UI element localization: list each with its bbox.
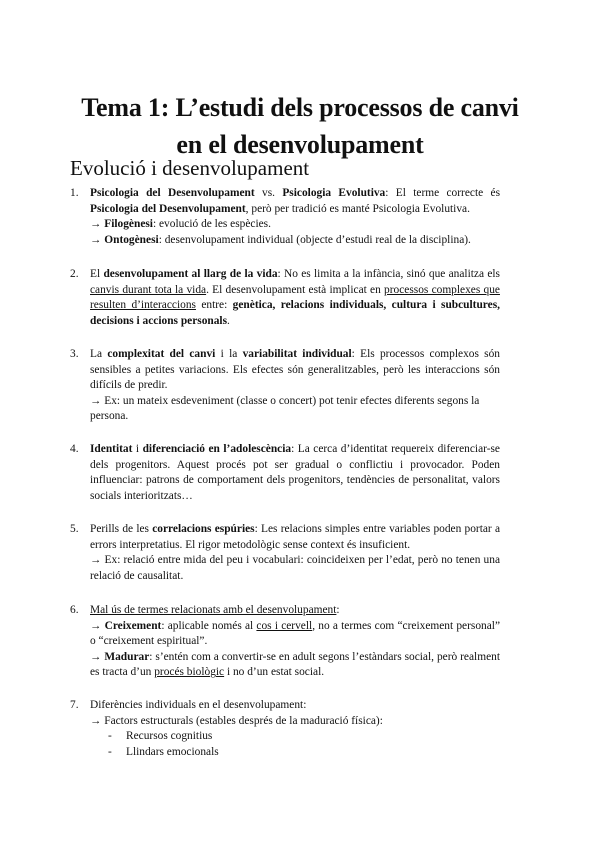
item-paragraph: Perills de les correlacions espúries: Les relacions simples entre variables poden portar a errors interpretatius. El rigor metodològic sense context és insuficient. [90, 523, 501, 551]
title-line-2: en el desenvolupament [176, 130, 424, 160]
list-item-1 [70, 186, 501, 248]
item-paragraph: La complexitat del canvi i la variabilitat individual: Els processos complexos són sensibles a petites variacions. Els efectes són generalitzables, però les interaccions són difícils de predir. [90, 348, 500, 392]
item-number: 6. [70, 604, 79, 616]
list-item-2 [70, 267, 500, 329]
item-subheading: → Factors estructurals (estables després de la maduració física): [90, 714, 383, 727]
list-item-4 [70, 442, 500, 504]
item-paragraph: Psicologia del Desenvolupament vs. Psicologia Evolutiva: El terme correcte és Psicologia del Desenvolupament, però per tradició es manté Psicologia Evolutiva. [90, 187, 501, 215]
list-item-3 [70, 347, 500, 425]
document-title [0, 89, 600, 163]
bullet-item: - Recursos cognitius [108, 730, 213, 743]
item-example: → Ex: un mateix esdeveniment (classe o concert) pot tenir efectes diferents segons la persona. [90, 394, 480, 423]
section-heading: Evolució i desenvolupament [70, 156, 310, 180]
item-paragraph: Identitat i diferenciació en l’adolescència: La cerca d’identitat requereix diferenciar-se dels progenitors. Aquest procés pot ser gradual o conflictiu i provocador. Poden influenciar: patrons de comportament dels progenitors, tendències de personalitat, valors socials interioritzats… [90, 443, 500, 502]
item-note-madurar: → Madurar: s’entén com a convertir-se en adult segons l’estàndars social, però realment es tracta d’un procés biològic i no d’un estat social. [90, 650, 500, 679]
item-note-creixement: → Creixement: aplicable només al cos i cervell, no a termes com “creixement personal” o “creixement espiritual”. [90, 619, 501, 648]
list-item-5 [70, 522, 501, 584]
item-note-filogenesi: → Filogènesi: evolució de les espècies. [90, 218, 271, 231]
item-number: 4. [70, 443, 79, 455]
item-paragraph: El desenvolupament al llarg de la vida: No es limita a la infància, sinó que analitza els canvis durant tota la vida. El desenvolupament està implicat en processos complexes que resulten d’interaccions entre: genètica, relacions individuals, cultura i subcultures, decisions i accions personals. [90, 268, 500, 327]
item-number: 5. [70, 523, 79, 535]
item-example: → Ex: relació entre mida del peu i vocabulari: coincideixen per l’edat, però no tenen una relació de causalitat. [90, 554, 500, 582]
item-number: 3. [70, 348, 79, 360]
item-number: 2. [70, 268, 79, 280]
list-item-6 [70, 603, 501, 681]
item-note-ontogenesi: → Ontogènesi: desenvolupament individual (objecte d’estudi real de la disciplina). [90, 233, 471, 246]
title-line-1: Tema 1: L’estudi dels processos de canvi [81, 93, 519, 123]
item-number: 7. [70, 699, 79, 711]
item-number: 1. [70, 187, 79, 199]
bullet-item: - Llindars emocionals [108, 745, 219, 758]
item-paragraph: Mal ús de termes relacionats amb el desenvolupament: [90, 604, 340, 616]
list-item-7 [70, 698, 500, 760]
item-paragraph: Diferències individuals en el desenvolupament: [90, 699, 307, 711]
